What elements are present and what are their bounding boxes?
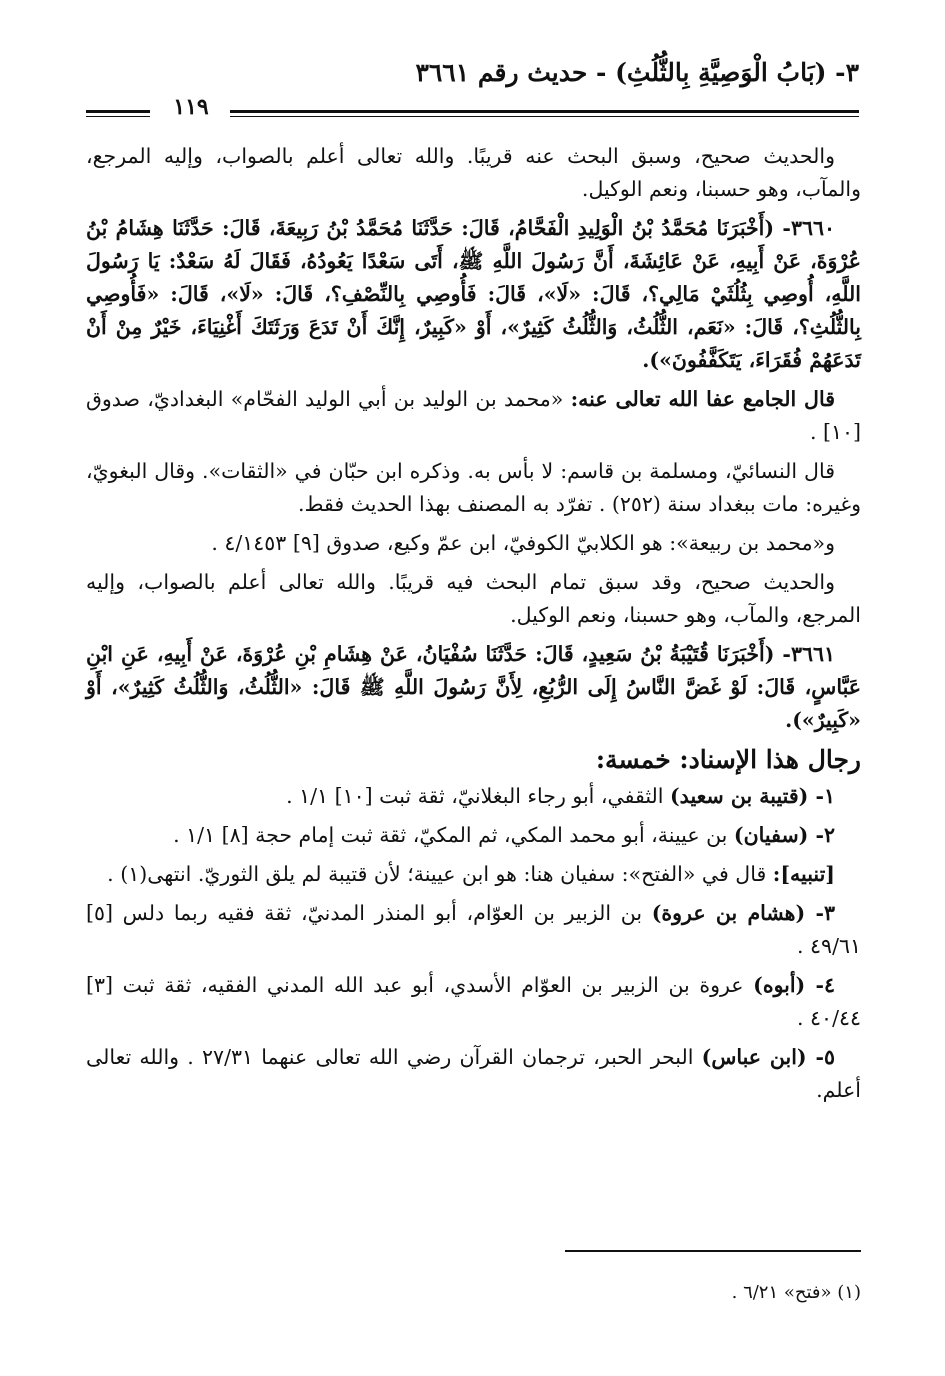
paragraph-text: «محمد بن الوليد بن أبي الوليد الفحّام» البغداديّ، صدوق [١٠] . [86,387,861,444]
hadith-3661: ٣٦٦١- (أَخْبَرَنَا قُتَيْبَةُ بْنُ سَعِيدٍ، قَالَ: حَدَّثَنَا سُفْيَانُ، عَنْ هِشَامِ بْنِ عُرْوَةَ، عَنْ أَبِيهِ، عَنِ ابْنِ عَبَّاسٍ، قَالَ: لَوْ غَضَّ النَّاسُ إِلَى الرُّبُعِ، لِأَنَّ رَسُولَ اللَّهِ ﷺ قَالَ: «الثُّلُثُ، وَالثُّلُثُ كَثِيرٌ»، أَوْ «كَبِيرٌ»). [86,642,861,732]
footnote-rule [565,1250,861,1252]
note-text: قال في «الفتح»: سفيان هنا: هو ابن عيينة؛ لأن قتيبة لم يلق الثوريّ. انتهى(١) . [107,862,773,886]
narrator-3 [86,897,861,963]
narrator-text: البحر الحبر، ترجمان القرآن رضي الله تعالى عنهما ٢٧/٣١ . والله تعالى أعلم. [86,1045,861,1102]
page-body [86,140,861,1113]
narrator-5 [86,1041,861,1107]
narrator-name: ٤- (أبوه) [753,973,835,997]
running-header-title: ٣- (بَابُ الْوَصِيَّةِ بِالثُّلُثِ) - حديث رقم ٣٦٦١ [415,58,859,87]
narrator-4 [86,969,861,1035]
narrator-2 [86,819,861,852]
narrator-name: ٣- (هشام بن عروة) [651,901,835,925]
note-lead: [تنبيه]: [772,862,835,886]
paragraph-rabia-note: و«محمد بن ربيعة»: هو الكلابيّ الكوفيّ، ابن عمّ وكيع، صدوق [٩] ٤/١٤٥٣ . [211,531,835,555]
page-number: ١١٩ [173,94,209,120]
paragraph-conclusion-1: والحديث صحيح، وسبق البحث عنه قريبًا. والله تعالى أعلم بالصواب، وإليه المرجع، والمآب، وهو حسبنا، ونعم الوكيل. [86,144,861,201]
narrator-name: ٢- (سفيان) [733,823,835,847]
narrator-1 [86,780,861,813]
header-rule-left [86,110,150,117]
narrator-text: الثقفي، أبو رجاء البغلانيّ، ثقة ثبت [١٠] ١/١ . [286,784,670,808]
narrator-name: ١- (قتيبة بن سعيد) [669,784,835,808]
narrator-text: بن الزبير بن العوّام، أبو المنذر المدنيّ، ثقة فقيه ربما دلس [٥] ٤٩/٦١ . [86,901,861,958]
note-tanbih [86,858,861,891]
hadith-3660: ٣٦٦٠- (أَخْبَرَنَا مُحَمَّدُ بْنُ الْوَلِيدِ الْفَحَّامُ، قَالَ: حَدَّثَنَا مُحَمَّدُ بْنُ رَبِيعَةَ، قَالَ: حَدَّثَنَا هِشَامُ بْنُ عُرْوَةَ، عَنْ أَبِيهِ، عَنْ عَائِشَةَ، أَنَّ رَسُولَ اللَّهِ ﷺ، أَتَى سَعْدًا يَعُودُهُ، فَقَالَ لَهُ سَعْدٌ: يَا رَسُولَ اللَّهِ، أُوصِي بِثُلُثَيْ مَالِي؟، قَالَ: «لَا»، قَالَ: فَأُوصِي بِالنِّصْفِ؟، قَالَ: «لَا»، قَالَ: «فَأُوصِي بِالثُّلُثِ؟، قَالَ: «نَعَم، الثُّلُثُ، وَالثُّلُثُ كَثِيرٌ»، أَوْ «كَبِيرٌ، إِنَّكَ أَنْ تَدَعَ وَرَثَتَكَ أَغْنِيَاءَ، خَيْرٌ مِنْ أَنْ تَدَعَهُمْ فُقَرَاءَ، يَتَكَفَّفُونَ»). [86,216,861,372]
narrator-name: ٥- (ابن عباس) [701,1045,835,1069]
footnote: (١) «فتح» ٦/٢١ . [731,1282,861,1303]
narrator-text: بن عيينة، أبو محمد المكي، ثم المكيّ، ثقة ثبت إمام حجة [٨] ١/١ . [173,823,734,847]
paragraph-lead: قال الجامع عفا الله تعالى عنه: [570,387,835,411]
paragraph-jami-note [86,383,861,449]
paragraph-conclusion-2: والحديث صحيح، وقد سبق تمام البحث فيه قريبًا. والله تعالى أعلم بالصواب، وإليه المرجع، والمآب، وهو حسبنا، ونعم الوكيل. [86,570,861,627]
header-rule-right [230,110,859,117]
section-title: رجال هذا الإسناد: خمسة: [595,745,861,774]
paragraph-nasai-note: قال النسائيّ، ومسلمة بن قاسم: لا بأس به. وذكره ابن حبّان في «الثقات». وقال البغويّ، وغيره: مات ببغداد سنة (٢٥٢) . تفرّد به المصنف بهذا الحديث فقط. [86,459,861,516]
narrator-text: عروة بن الزبير بن العوّام الأسدي، أبو عبد الله المدني الفقيه، ثقة ثبت [٣] ٤٠/٤٤ . [86,973,861,1030]
